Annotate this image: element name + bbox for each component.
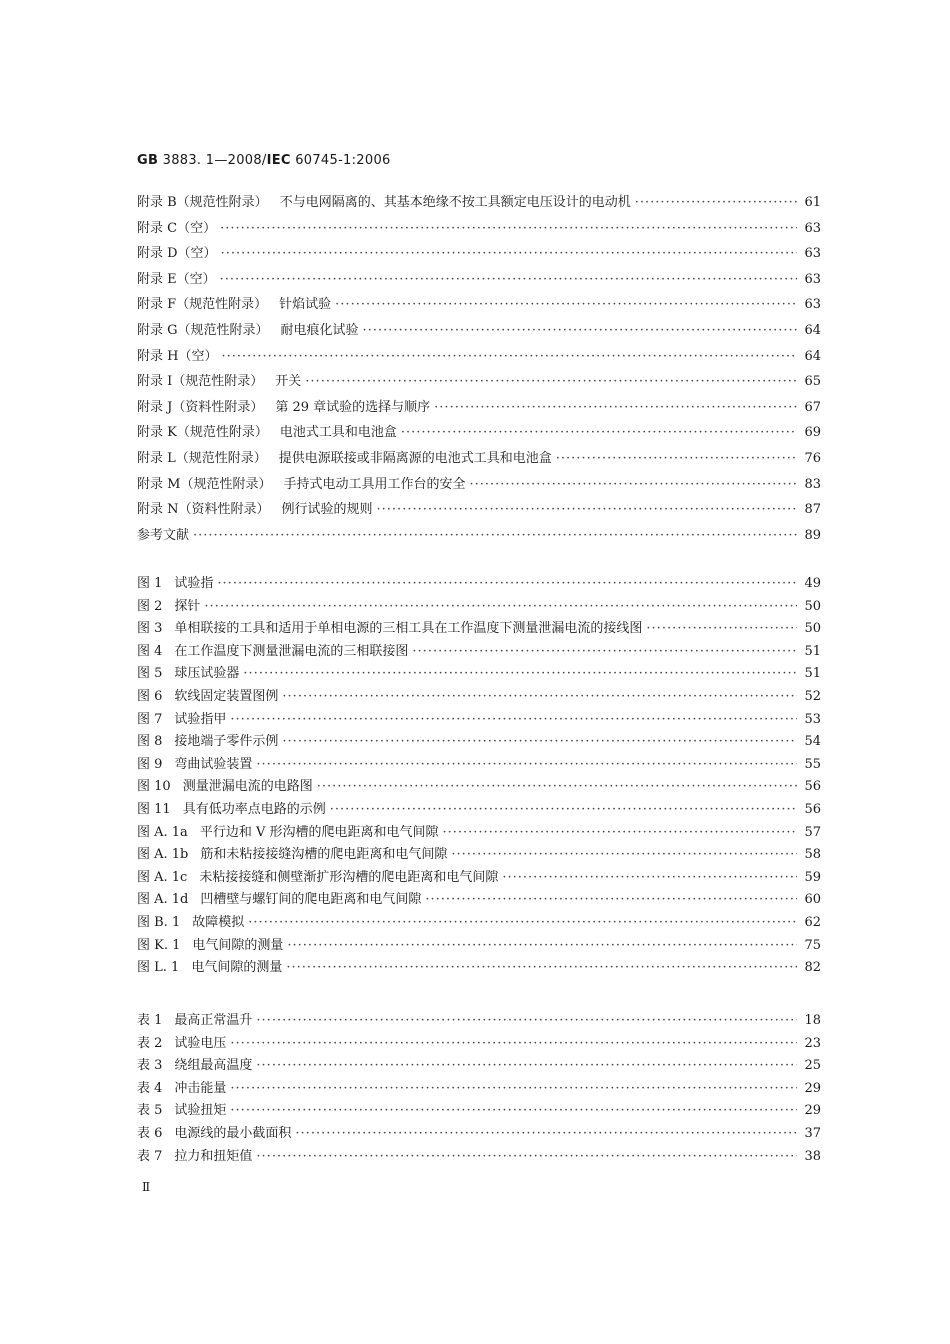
- dot-leader: [217, 575, 797, 593]
- annex-entry: [137, 501, 821, 519]
- annex-entry: [137, 194, 821, 212]
- entry-title: 故障模拟: [192, 915, 245, 930]
- dot-leader: [363, 322, 797, 340]
- entry-label: 表 1: [137, 1013, 163, 1028]
- figure-entry: [137, 688, 821, 706]
- entry-title: 不与电网隔离的、其基本绝缘不按工具额定电压设计的电动机: [279, 195, 631, 210]
- entry-label: 图 A. 1d: [137, 892, 189, 908]
- entry-label: 参考文献: [137, 527, 190, 543]
- annex-entry: [137, 373, 821, 391]
- standard-number: 3883. 1—2008/: [158, 153, 267, 168]
- dot-leader: [434, 399, 797, 417]
- dot-leader: [287, 937, 797, 955]
- entry-page-number: 75: [804, 937, 821, 953]
- entry-label: 附录 M（规范性附录）: [137, 476, 272, 492]
- table-entry: [137, 1057, 821, 1075]
- dot-leader: [248, 914, 797, 932]
- table-entry: [137, 1102, 821, 1120]
- dot-leader: [256, 756, 797, 774]
- page-header: [137, 153, 391, 168]
- entry-label: 图 L. 1: [137, 960, 180, 976]
- entry-page-number: 63: [804, 297, 821, 313]
- entry-page-number: 38: [804, 1148, 821, 1164]
- page-number: Ⅱ: [142, 1180, 151, 1194]
- figure-entry: [137, 914, 821, 932]
- entry-label: 图 5: [137, 666, 163, 682]
- entry-page-number: 57: [804, 824, 821, 840]
- dot-leader: [230, 1035, 797, 1053]
- entry-title: 第 29 章试验的选择与顺序: [275, 399, 431, 415]
- entry-title: 拉力和扭矩值: [174, 1148, 253, 1164]
- dot-leader: [635, 194, 797, 212]
- entry-title: 筋和未粘接接缝沟槽的爬电距离和电气间隙: [200, 847, 448, 863]
- figure-entry: [137, 643, 821, 661]
- entry-page-number: 51: [804, 666, 821, 682]
- entry-label: 附录 E（空）: [137, 271, 216, 287]
- entry-label: 图 1: [137, 576, 163, 591]
- entry-label: 图 2: [137, 598, 163, 614]
- entry-label: 表 3: [137, 1058, 163, 1074]
- dot-leader: [442, 824, 797, 842]
- table-entry: [137, 1035, 821, 1053]
- entry-title: 最高正常温升: [174, 1013, 253, 1028]
- entry-page-number: 29: [804, 1103, 821, 1119]
- entry-page-number: 25: [804, 1058, 821, 1074]
- figure-entry: [137, 756, 821, 774]
- entry-label: 图 8: [137, 734, 163, 750]
- entry-page-number: 52: [804, 689, 821, 704]
- entry-label: 表 2: [137, 1035, 163, 1051]
- figure-entry: [137, 891, 821, 909]
- entry-title: 球压试验器: [174, 666, 240, 682]
- entry-label: 附录 B（规范性附录）: [137, 195, 268, 210]
- entry-title: 例行试验的规则: [281, 502, 373, 518]
- annex-entry: [137, 450, 821, 468]
- figure-entry: [137, 733, 821, 751]
- entry-label: 图 10: [137, 779, 171, 795]
- entry-title: 试验扭矩: [174, 1103, 227, 1119]
- entry-title: 电气间隙的测量: [191, 960, 283, 976]
- entry-title: 未粘接接缝和侧壁渐扩形沟槽的爬电距离和电气间隙: [199, 869, 499, 885]
- dot-leader: [451, 846, 797, 864]
- dot-leader: [469, 476, 797, 494]
- annex-entry: [137, 476, 821, 494]
- entry-title: 电池式工具和电池盒: [279, 425, 397, 441]
- entry-title: 测量泄漏电流的电路图: [182, 779, 313, 795]
- entry-page-number: 18: [804, 1013, 821, 1028]
- dot-leader: [221, 348, 797, 366]
- dot-leader: [305, 373, 797, 391]
- entry-page-number: 56: [804, 802, 821, 817]
- entry-label: 图 11: [137, 802, 171, 817]
- annex-entry: [137, 527, 821, 545]
- dot-leader: [377, 501, 797, 519]
- entry-page-number: 29: [804, 1080, 821, 1096]
- entry-label: 图 3: [137, 621, 163, 637]
- entry-label: 表 6: [137, 1126, 163, 1141]
- entry-title: 手持式电动工具用工作台的安全: [283, 476, 466, 492]
- dot-leader: [243, 665, 797, 683]
- dot-leader: [256, 1012, 797, 1030]
- entry-page-number: 55: [804, 756, 821, 772]
- entry-label: 附录 F（规范性附录）: [137, 297, 268, 313]
- entry-page-number: 23: [804, 1035, 821, 1051]
- figure-entry: [137, 620, 821, 638]
- entry-title: 在工作温度下测量泄漏电流的三相联接图: [174, 643, 409, 659]
- figure-entry: [137, 575, 821, 593]
- entry-label: 图 4: [137, 643, 163, 659]
- entry-page-number: 50: [804, 598, 821, 614]
- entry-page-number: 64: [804, 348, 821, 364]
- dot-leader: [256, 1057, 797, 1075]
- entry-label: 附录 K（规范性附录）: [137, 425, 268, 441]
- entry-label: 附录 I（规范性附录）: [137, 374, 264, 390]
- figure-entry: [137, 959, 821, 977]
- table-entry: [137, 1125, 821, 1143]
- dot-leader: [220, 271, 797, 289]
- entry-title: 具有低功率点电路的示例: [182, 802, 326, 817]
- table-entry: [137, 1012, 821, 1030]
- entry-label: 附录 L（规范性附录）: [137, 451, 267, 466]
- entry-title: 电源线的最小截面积: [174, 1126, 292, 1141]
- entry-page-number: 83: [804, 476, 821, 492]
- entry-label: 附录 D（空）: [137, 246, 217, 262]
- entry-page-number: 37: [804, 1126, 821, 1141]
- iec-number: 60745-1:2006: [290, 153, 391, 168]
- annex-entry: [137, 271, 821, 289]
- entry-page-number: 50: [804, 621, 821, 637]
- entry-title: 单相联接的工具和适用于单相电源的三相工具在工作温度下测量泄漏电流的接线图: [174, 621, 643, 637]
- figure-entry: [137, 801, 821, 819]
- dot-leader: [204, 598, 797, 616]
- entry-page-number: 60: [804, 892, 821, 908]
- entry-title: 冲击能量: [174, 1080, 227, 1096]
- dot-leader: [412, 643, 797, 661]
- entry-title: 试验指甲: [174, 711, 227, 727]
- entry-page-number: 56: [804, 779, 821, 795]
- entry-title: 探针: [174, 598, 201, 614]
- entry-label: 图 B. 1: [137, 915, 181, 930]
- entry-page-number: 62: [804, 915, 821, 930]
- dot-leader: [295, 1125, 797, 1143]
- dot-leader: [282, 733, 797, 751]
- dot-leader: [230, 711, 797, 729]
- annex-entry: [137, 245, 821, 263]
- entry-page-number: 61: [804, 195, 821, 210]
- annex-entry: [137, 348, 821, 366]
- entry-page-number: 87: [804, 502, 821, 518]
- table-entry: [137, 1148, 821, 1166]
- dot-leader: [230, 1080, 797, 1098]
- dot-leader: [425, 891, 797, 909]
- entry-page-number: 58: [804, 847, 821, 863]
- entry-page-number: 51: [804, 643, 821, 659]
- dot-leader: [221, 245, 797, 263]
- annex-entry: [137, 220, 821, 238]
- entry-page-number: 59: [804, 869, 821, 885]
- entry-title: 提供电源联接或非隔离源的电池式工具和电池盒: [278, 451, 552, 466]
- entry-title: 凹槽壁与螺钉间的爬电距离和电气间隙: [200, 892, 422, 908]
- figure-entry: [137, 937, 821, 955]
- dot-leader: [556, 450, 797, 468]
- dot-leader: [330, 801, 797, 819]
- figure-entry: [137, 598, 821, 616]
- figure-entry: [137, 824, 821, 842]
- entry-title: 针焰试验: [279, 297, 332, 313]
- figure-entry: [137, 846, 821, 864]
- entry-label: 图 9: [137, 756, 163, 772]
- figure-entry: [137, 778, 821, 796]
- entry-page-number: 63: [804, 246, 821, 262]
- annex-entry: [137, 296, 821, 314]
- dot-leader: [502, 869, 797, 887]
- entry-title: 开关: [275, 374, 302, 390]
- annex-entry: [137, 424, 821, 442]
- annex-entry: [137, 322, 821, 340]
- entry-label: 图 6: [137, 689, 163, 704]
- dot-leader: [230, 1102, 797, 1120]
- entry-title: 试验电压: [174, 1035, 227, 1051]
- figure-entry: [137, 665, 821, 683]
- entry-label: 附录 J（资料性附录）: [137, 399, 264, 415]
- iec-code: IEC: [266, 153, 291, 168]
- entry-label: 附录 G（规范性附录）: [137, 323, 269, 338]
- dot-leader: [193, 527, 797, 545]
- entry-label: 表 7: [137, 1148, 163, 1164]
- entry-page-number: 69: [804, 425, 821, 441]
- figure-entry: [137, 869, 821, 887]
- entry-page-number: 64: [804, 323, 821, 338]
- entry-label: 图 A. 1a: [137, 824, 188, 840]
- entry-title: 电气间隙的测量: [192, 937, 284, 953]
- standard-code: GB: [137, 153, 159, 168]
- dot-leader: [220, 220, 797, 238]
- entry-page-number: 65: [804, 374, 821, 390]
- entry-label: 图 A. 1c: [137, 869, 188, 885]
- entry-page-number: 82: [804, 960, 821, 976]
- annex-entry: [137, 399, 821, 417]
- entry-label: 图 A. 1b: [137, 847, 189, 863]
- entry-label: 附录 C（空）: [137, 220, 217, 236]
- dot-leader: [317, 778, 797, 796]
- entry-page-number: 89: [804, 527, 821, 543]
- table-entry: [137, 1080, 821, 1098]
- dot-leader: [256, 1148, 797, 1166]
- entry-page-number: 53: [804, 711, 821, 727]
- entry-label: 附录 H（空）: [137, 348, 218, 364]
- entry-title: 接地端子零件示例: [174, 734, 279, 750]
- entry-label: 表 4: [137, 1080, 163, 1096]
- dot-leader: [646, 620, 797, 638]
- entry-title: 试验指: [174, 576, 214, 591]
- dot-leader: [335, 296, 797, 314]
- dot-leader: [401, 424, 797, 442]
- entry-page-number: 76: [804, 451, 821, 466]
- entry-title: 绕组最高温度: [174, 1058, 253, 1074]
- entry-label: 图 7: [137, 711, 163, 727]
- entry-page-number: 63: [804, 220, 821, 236]
- entry-page-number: 54: [804, 734, 821, 750]
- entry-title: 弯曲试验装置: [174, 756, 253, 772]
- entry-title: 平行边和 V 形沟槽的爬电距离和电气间隙: [199, 824, 439, 840]
- entry-page-number: 49: [804, 576, 821, 591]
- entry-page-number: 67: [804, 399, 821, 415]
- entry-label: 附录 N（资料性附录）: [137, 502, 270, 518]
- dot-leader: [282, 688, 797, 706]
- entry-page-number: 63: [804, 271, 821, 287]
- entry-title: 软线固定装置图例: [174, 689, 279, 704]
- entry-label: 表 5: [137, 1103, 163, 1119]
- figure-entry: [137, 711, 821, 729]
- entry-label: 图 K. 1: [137, 937, 181, 953]
- entry-title: 耐电痕化试验: [280, 323, 359, 338]
- dot-leader: [286, 959, 797, 977]
